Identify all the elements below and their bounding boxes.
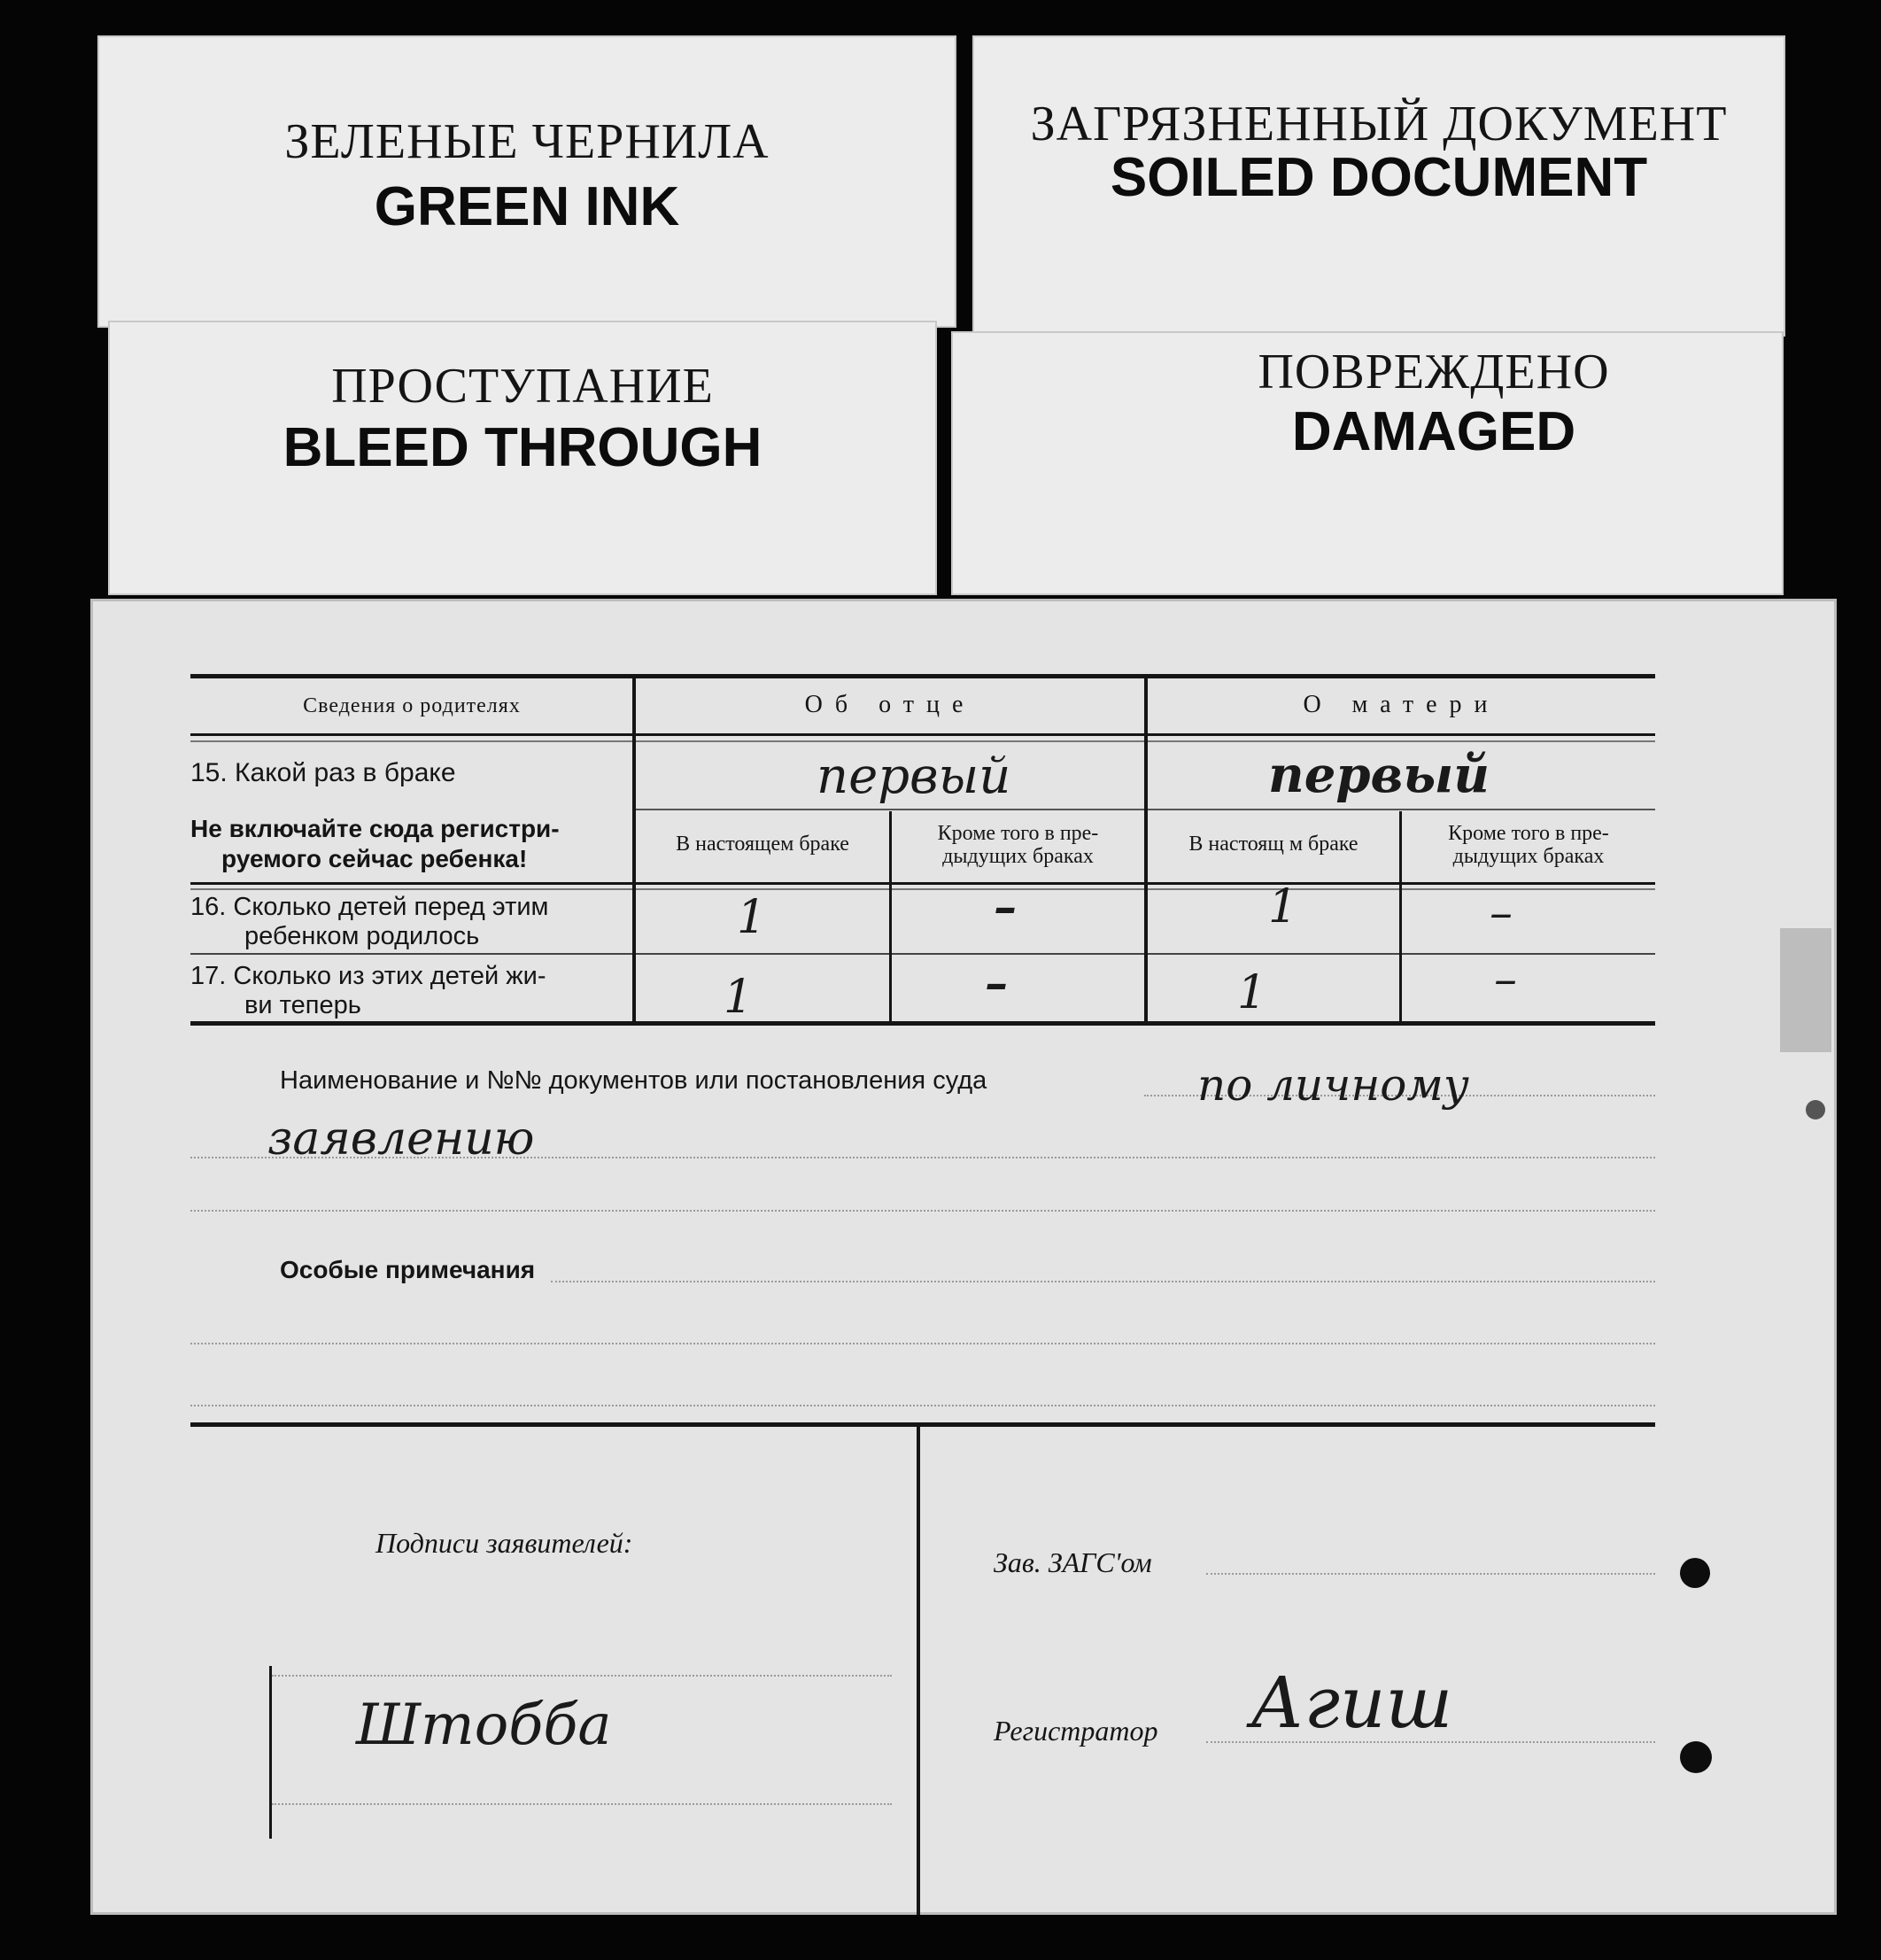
row16-label-l2: ребенком родилось bbox=[244, 922, 480, 950]
row16-father-current: 1 bbox=[737, 891, 767, 944]
row17-label-l1: 17. Сколько из этих детей жи- bbox=[190, 962, 546, 990]
punch-hole bbox=[1806, 1100, 1825, 1119]
subheader-father-previous-l2: дыдущих браках bbox=[942, 845, 1094, 868]
special-notes-label: Особые примечания bbox=[280, 1256, 536, 1283]
applicant-signature: Штобба bbox=[356, 1693, 612, 1758]
damaged-label-ru: ПОВРЕЖДЕНО bbox=[1258, 345, 1610, 399]
registrar-label: Регистратор bbox=[994, 1715, 1158, 1747]
green-ink-label-en: GREEN INK bbox=[374, 176, 680, 237]
torn-edge-damage bbox=[1780, 928, 1831, 1052]
head-registry-label: Зав. ЗАГС'ом bbox=[994, 1546, 1152, 1578]
documents-label: Наименование и №№ документов или постановления суда bbox=[280, 1066, 987, 1095]
registrar-signature: Агиш bbox=[1250, 1662, 1453, 1744]
header-mother: О матери bbox=[1303, 691, 1500, 718]
row17-father-current: 1 bbox=[724, 971, 754, 1024]
subheader-mother-current: В настоящ м браке bbox=[1188, 833, 1358, 856]
row16-label-l1: 16. Сколько детей перед этим bbox=[190, 893, 549, 921]
damaged-label-en: DAMAGED bbox=[1291, 401, 1576, 462]
green-ink-label-ru: ЗЕЛЕНЫЕ ЧЕРНИЛА bbox=[284, 114, 770, 169]
soiled-label-ru: ЗАГРЯЗНЕННЫЙ ДОКУМЕНТ bbox=[1030, 97, 1728, 151]
subheader-mother-previous-l2: дыдущих браках bbox=[1452, 845, 1605, 868]
row16-mother-current: 1 bbox=[1268, 880, 1298, 934]
punch-hole bbox=[1680, 1741, 1712, 1773]
label-card-bleed-through bbox=[108, 321, 937, 595]
soiled-label-en: SOILED DOCUMENT bbox=[1110, 147, 1648, 208]
note-exclude-child-l1: Не включайте сюда регистри- bbox=[190, 815, 560, 842]
label-card-green-ink bbox=[97, 35, 956, 328]
row17-mother-current: 1 bbox=[1237, 966, 1267, 1019]
registry-form-sheet bbox=[90, 599, 1837, 1915]
subheader-father-previous-l1: Кроме того в пре- bbox=[937, 822, 1099, 845]
header-parents-info: Сведения о родителях bbox=[303, 694, 521, 717]
row15-father-value: первый bbox=[817, 748, 1011, 805]
bleed-label-ru: ПРОСТУПАНИЕ bbox=[331, 359, 714, 414]
punch-hole bbox=[1680, 1558, 1710, 1588]
subheader-mother-previous-l1: Кроме того в пре- bbox=[1448, 822, 1609, 845]
row17-mother-previous: – bbox=[1494, 953, 1517, 1006]
applicants-signatures-label: Подписи заявителей: bbox=[375, 1527, 633, 1559]
row15-label: 15. Какой раз в браке bbox=[190, 758, 456, 787]
header-father: Об отце bbox=[804, 691, 976, 718]
row17-label-l2: ви теперь bbox=[244, 991, 361, 1019]
row16-father-previous: – bbox=[994, 880, 1017, 934]
note-exclude-child-l2: руемого сейчас ребенка! bbox=[221, 845, 528, 872]
row15-mother-value: первый bbox=[1268, 746, 1490, 804]
documents-value-l1: по личному bbox=[1197, 1059, 1469, 1111]
row17-father-previous: – bbox=[985, 957, 1008, 1011]
subheader-father-current: В настоящем браке bbox=[676, 833, 849, 856]
documents-value-l2: заявлению bbox=[267, 1112, 535, 1166]
row16-mother-previous: – bbox=[1490, 887, 1513, 940]
label-card-soiled-document bbox=[972, 35, 1785, 337]
label-card-damaged bbox=[951, 331, 1784, 595]
bleed-label-en: BLEED THROUGH bbox=[283, 417, 762, 478]
